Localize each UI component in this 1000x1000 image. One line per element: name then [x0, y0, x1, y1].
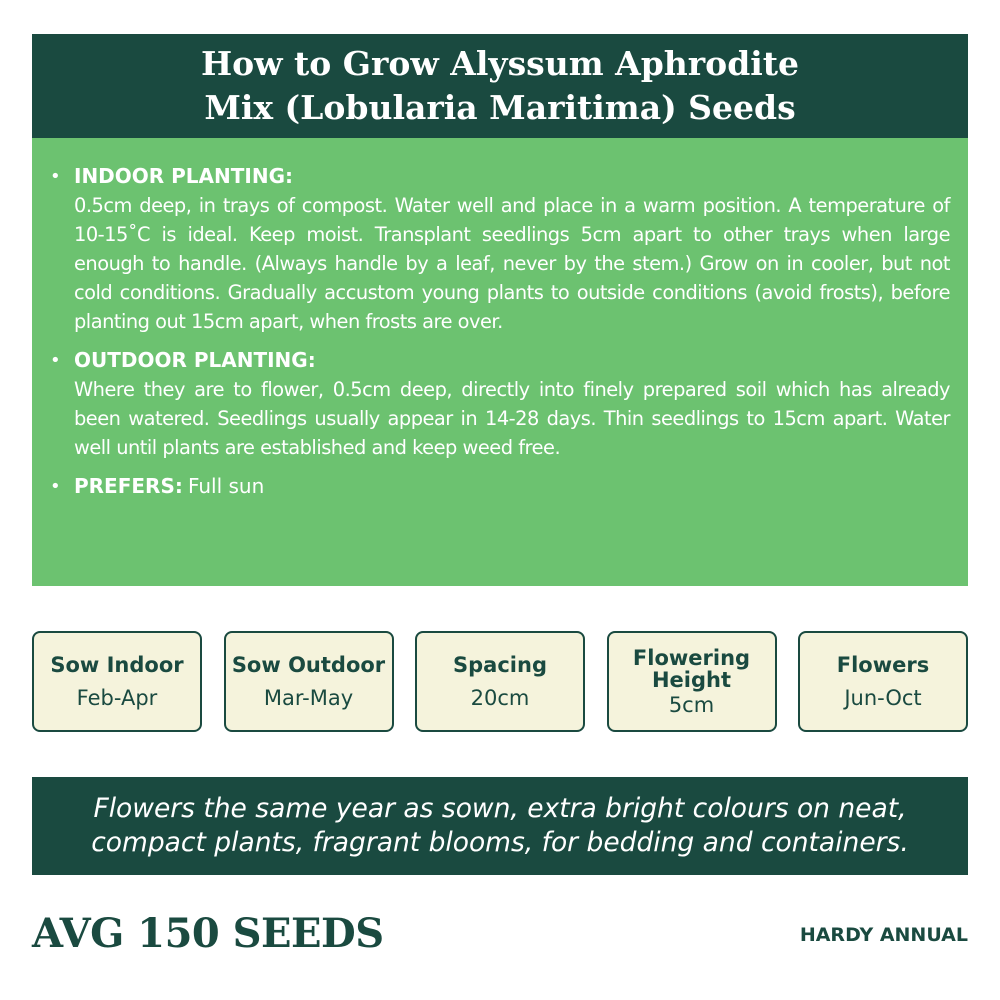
sow-outdoor-value: Mar-May — [263, 685, 354, 710]
prefers-item — [46, 472, 950, 501]
sow-indoor-label: Sow Indoor — [50, 652, 184, 677]
sow-outdoor-box — [224, 631, 394, 732]
planting-instructions — [32, 138, 968, 586]
spacing-box — [415, 631, 585, 732]
outdoor-planting-heading: • OUTDOOR PLANTING: — [74, 348, 316, 372]
sow-indoor-box — [32, 631, 202, 732]
title-line-2: Mix (Lobularia Maritima) Seeds — [204, 88, 796, 127]
flowering-height-value: 5cm — [668, 692, 715, 717]
flowers-value: Jun-Oct — [844, 685, 922, 710]
spacing-label: Spacing — [453, 652, 547, 677]
flowers-label: Flowers — [836, 652, 930, 677]
tagline-banner — [32, 777, 968, 875]
indoor-planting-item — [46, 162, 950, 336]
sow-outdoor-label: Sow Outdoor — [231, 652, 386, 677]
spacing-value: 20cm — [470, 685, 530, 710]
flowering-height-box — [607, 631, 777, 732]
flowers-box — [798, 631, 968, 732]
info-boxes — [32, 631, 968, 734]
plant-type: HARDY ANNUAL — [799, 924, 968, 946]
title-banner — [32, 34, 968, 138]
instructions-list — [46, 162, 950, 501]
prefers-label: PREFERS: — [74, 474, 183, 498]
tagline-line-1: Flowers the same year as sown, extra bright colours on neat, — [93, 793, 907, 824]
flowering-height-label: Flowering Height — [632, 645, 751, 692]
sow-indoor-value: Feb-Apr — [76, 685, 158, 710]
outdoor-planting-text: Where they are to flower, 0.5cm deep, directly into finely prepared soil which has already been watered. Seedlings usually appear in 14-28 days. Thin seedlings to 15cm apart. Water well until plants are established and keep weed free. — [74, 378, 950, 459]
tagline-line-2: compact plants, fragrant blooms, for bedding and containers. — [91, 827, 909, 858]
title-line-1: How to Grow Alyssum Aphrodite — [200, 44, 800, 83]
outdoor-planting-item — [46, 346, 950, 462]
seed-count: AVG 150 SEEDS — [32, 910, 384, 957]
prefers-value: Full sun — [187, 474, 265, 498]
indoor-planting-text: 0.5cm deep, in trays of compost. Water well and place in a warm position. A temperature of 10-15˚C is ideal. Keep moist. Transplant seedlings 5cm apart to other trays when large enough to handle. (Always handle by a leaf, never by the stem.) Grow on in cooler, but not cold conditions. Gradually accustom young plants to outside conditions (avoid frosts), before planting out 15cm apart, when frosts are over. — [74, 194, 950, 333]
indoor-planting-heading: • INDOOR PLANTING: — [74, 164, 294, 188]
